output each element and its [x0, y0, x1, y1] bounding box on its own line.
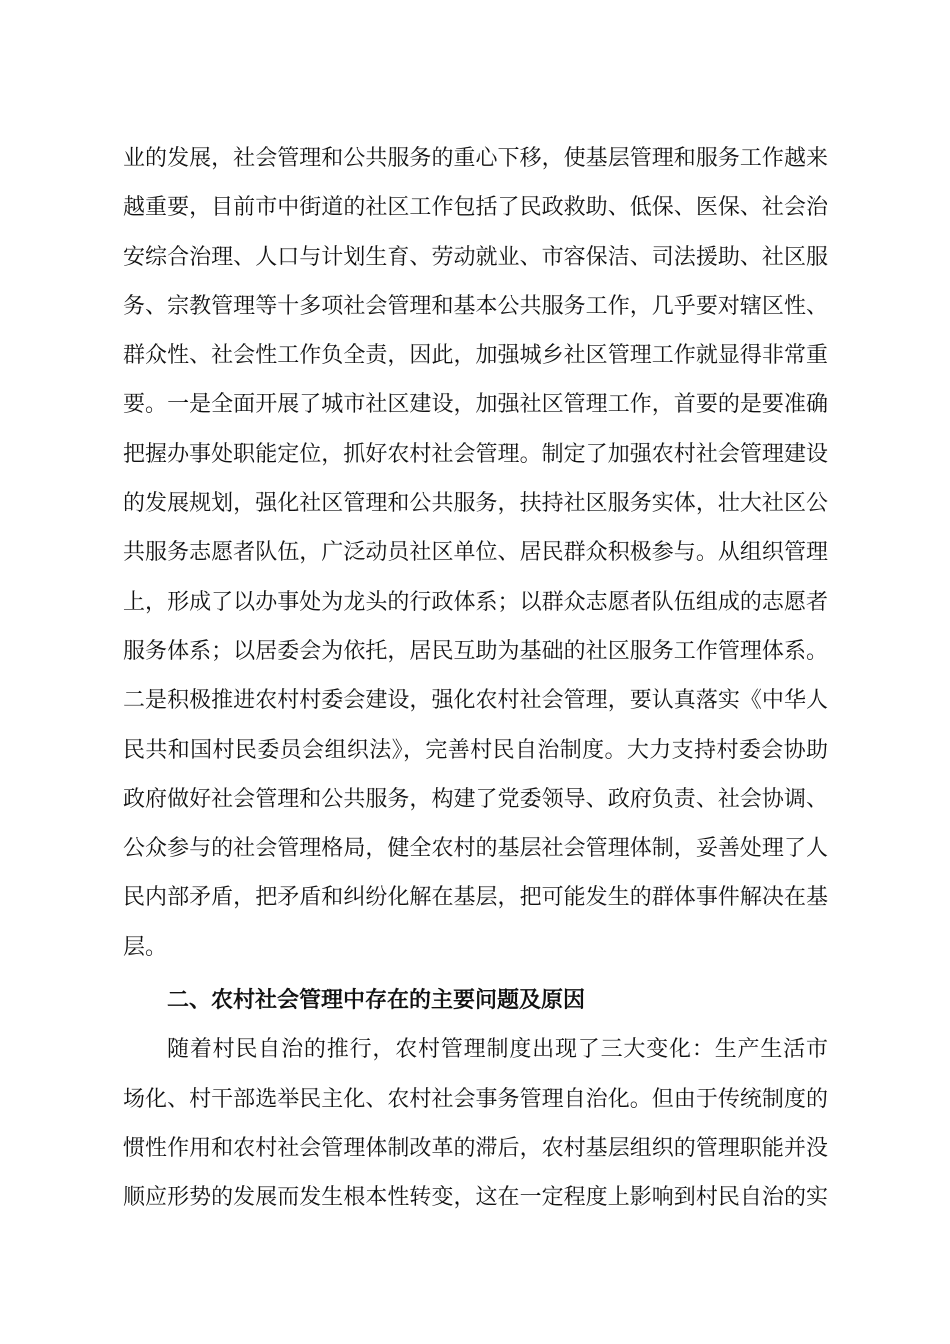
- text-line: 上，形成了以办事处为龙头的行政体系；以群众志愿者队伍组成的志愿者: [123, 589, 828, 615]
- section-heading: 二、农村社会管理中存在的主要问题及原因: [167, 988, 586, 1013]
- text-line: 顺应形势的发展而发生根本性转变，这在一定程度上影响到村民自治的实: [123, 1185, 828, 1211]
- text-line: 越重要，目前市中街道的社区工作包括了民政救助、低保、医保、社会治: [123, 195, 828, 221]
- text-line: 务、宗教管理等十多项社会管理和基本公共服务工作，几乎要对辖区性、: [123, 293, 828, 319]
- text-line: 要。一是全面开展了城市社区建设，加强社区管理工作，首要的是要准确: [123, 392, 828, 418]
- text-line: 群众性、社会性工作负全责，因此，加强城乡社区管理工作就显得非常重: [123, 343, 828, 369]
- section-two: [123, 976, 828, 1222]
- text-line: 服务体系；以居委会为依托，居民互助为基础的社区服务工作管理体系。: [123, 638, 828, 664]
- text-line: 共服务志愿者队伍，广泛动员社区单位、居民群众积极参与。从组织管理: [123, 540, 828, 566]
- text-line: 的发展规划，强化社区管理和公共服务，扶持社区服务实体，壮大社区公: [123, 491, 828, 517]
- text-line: 业的发展，社会管理和公共服务的重心下移，使基层管理和服务工作越来: [123, 146, 828, 171]
- text-line: 民内部矛盾，把矛盾和纠纷化解在基层，把可能发生的群体事件解决在基: [123, 885, 828, 911]
- text-line: 惯性作用和农村社会管理体制改革的滞后，农村基层组织的管理职能并没: [123, 1135, 828, 1161]
- text-line: 场化、村干部选举民主化、农村社会事务管理自治化。但由于传统制度的: [123, 1086, 828, 1112]
- paragraph-community-management: [123, 134, 828, 972]
- text-line: 安综合治理、人口与计划生育、劳动就业、市容保洁、司法援助、社区服: [123, 244, 828, 270]
- text-line: 把握办事处职能定位，抓好农村社会管理。制定了加强农村社会管理建设: [123, 441, 828, 467]
- text-line: 二是积极推进农村村委会建设，强化农村社会管理，要认真落实《中华人: [123, 688, 828, 714]
- text-line: 政府做好社会管理和公共服务，构建了党委领导、政府负责、社会协调、: [123, 786, 828, 812]
- text-line: 随着村民自治的推行，农村管理制度出现了三大变化：生产生活市: [167, 1037, 828, 1063]
- text-line: 公众参与的社会管理格局，健全农村的基层社会管理体制，妥善处理了人: [123, 836, 828, 862]
- text-line: 层。: [123, 934, 168, 960]
- text-line: 民共和国村民委员会组织法》，完善村民自治制度。大力支持村委会协助: [123, 737, 828, 763]
